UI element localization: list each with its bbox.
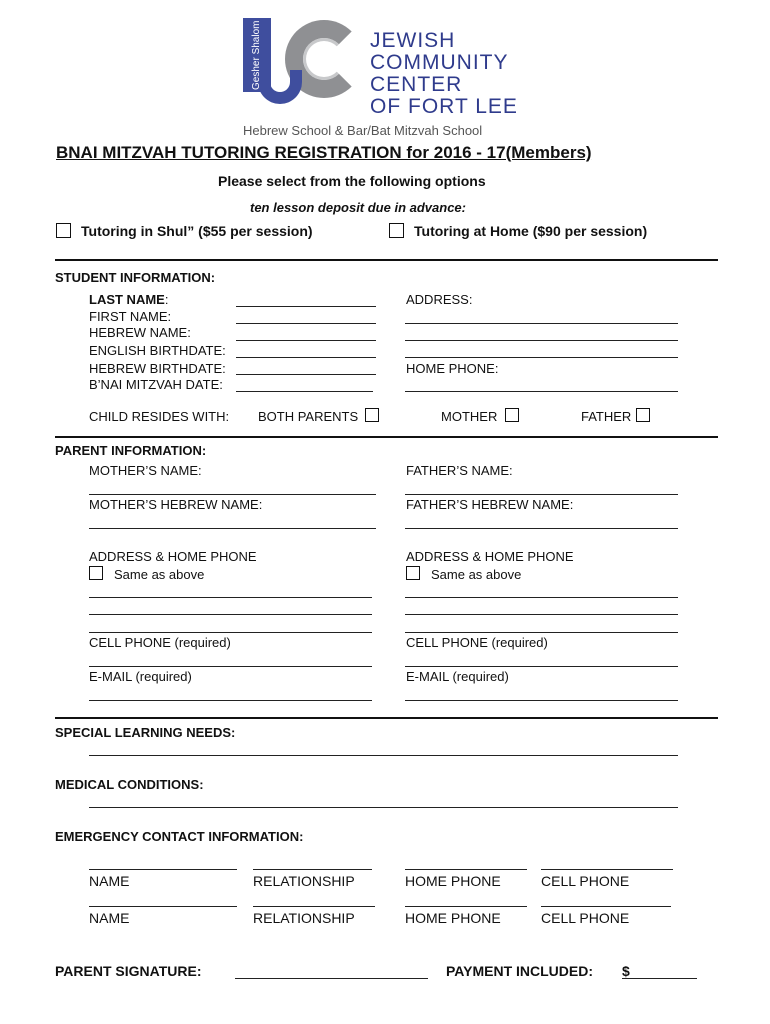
option-home-checkbox[interactable]	[389, 223, 404, 238]
first-name-label: FIRST NAME:	[89, 309, 172, 324]
mother-same-as-above-label: Same as above	[114, 567, 205, 582]
address-field-line-3[interactable]	[405, 357, 678, 358]
english-birthdate-label: ENGLISH BIRTHDATE:	[89, 343, 226, 358]
mother-same-as-above-checkbox[interactable]	[89, 566, 103, 580]
father-email-label: E-MAIL (required)	[406, 669, 509, 684]
emergency-name-field-1[interactable]	[89, 869, 237, 870]
emergency-name-label-2: NAME	[89, 910, 130, 926]
fathers-hebrew-name-field[interactable]	[405, 528, 678, 529]
mother-cell-phone-field[interactable]	[89, 666, 372, 667]
mother-address-field-2[interactable]	[89, 614, 372, 615]
logo-vertical-text: Gesher Shalom	[251, 20, 262, 90]
emergency-home-phone-field-2[interactable]	[405, 906, 527, 907]
payment-amount-field[interactable]	[622, 978, 697, 979]
parent-signature-label: PARENT SIGNATURE:	[55, 963, 202, 979]
father-same-as-above-checkbox[interactable]	[406, 566, 420, 580]
section-divider	[55, 717, 718, 719]
special-learning-needs-label: SPECIAL LEARNING NEEDS:	[55, 725, 236, 740]
home-phone-field[interactable]	[405, 391, 678, 392]
parent-signature-field[interactable]	[235, 978, 428, 979]
father-address-field-3[interactable]	[405, 632, 678, 633]
logo-line-2: COMMUNITY	[370, 51, 509, 74]
mother-address-field-3[interactable]	[89, 632, 372, 633]
emergency-cell-phone-field-1[interactable]	[541, 869, 673, 870]
option-shul-label: Tutoring in Shul” ($55 per session)	[81, 223, 313, 239]
mothers-hebrew-name-label: MOTHER’S HEBREW NAME:	[89, 497, 263, 512]
father-email-field[interactable]	[405, 700, 678, 701]
last-name-colon: :	[164, 292, 169, 307]
mother-label: MOTHER	[441, 409, 498, 424]
child-resides-label: CHILD RESIDES WITH:	[89, 409, 230, 424]
hebrew-name-field[interactable]	[236, 340, 376, 341]
payment-currency-symbol: $	[622, 963, 630, 979]
parent-info-heading: PARENT INFORMATION:	[55, 443, 207, 458]
instructions: Please select from the following options	[218, 173, 486, 189]
last-name-label-text: LAST NAME	[89, 292, 165, 307]
logo-line-3: CENTER	[370, 73, 463, 96]
mother-checkbox[interactable]	[505, 408, 519, 422]
special-learning-needs-field[interactable]	[89, 755, 678, 756]
father-address-label: ADDRESS & HOME PHONE	[406, 549, 574, 564]
mothers-hebrew-name-field[interactable]	[89, 528, 376, 529]
first-name-field[interactable]	[236, 323, 376, 324]
address-field-line-1[interactable]	[405, 323, 678, 324]
fathers-name-field[interactable]	[405, 494, 678, 495]
emergency-cell-phone-field-2[interactable]	[541, 906, 671, 907]
emergency-relationship-field-2[interactable]	[253, 906, 375, 907]
page-title: BNAI MITZVAH TUTORING REGISTRATION for 2016 - 17(Members)	[56, 143, 592, 162]
father-cell-phone-field[interactable]	[405, 666, 678, 667]
address-label: ADDRESS:	[406, 292, 473, 307]
mother-address-field-1[interactable]	[89, 597, 372, 598]
bnai-mitzvah-date-field[interactable]	[236, 391, 373, 392]
mothers-name-field[interactable]	[89, 494, 376, 495]
both-parents-label: BOTH PARENTS	[258, 409, 359, 424]
fathers-hebrew-name-label: FATHER’S HEBREW NAME:	[406, 497, 574, 512]
emergency-relationship-field-1[interactable]	[253, 869, 372, 870]
mother-address-label: ADDRESS & HOME PHONE	[89, 549, 257, 564]
medical-conditions-field[interactable]	[89, 807, 678, 808]
logo-c-accent	[303, 38, 345, 80]
emergency-home-phone-label-1: HOME PHONE	[405, 873, 501, 889]
father-cell-phone-label: CELL PHONE (required)	[406, 635, 548, 650]
both-parents-checkbox[interactable]	[365, 408, 379, 422]
payment-included-label: PAYMENT INCLUDED:	[446, 963, 594, 979]
home-phone-label: HOME PHONE:	[406, 361, 499, 376]
last-name-label	[89, 292, 168, 307]
mother-email-label: E-MAIL (required)	[89, 669, 192, 684]
logo-subtitle: Hebrew School & Bar/Bat Mitzvah School	[243, 123, 483, 138]
emergency-cell-phone-label-1: CELL PHONE	[541, 873, 630, 889]
option-home-label: Tutoring at Home ($90 per session)	[414, 223, 648, 239]
deposit-note: ten lesson deposit due in advance:	[250, 200, 466, 215]
mothers-name-label: MOTHER’S NAME:	[89, 463, 202, 478]
emergency-home-phone-label-2: HOME PHONE	[405, 910, 501, 926]
father-address-field-1[interactable]	[405, 597, 678, 598]
fathers-name-label: FATHER’S NAME:	[406, 463, 513, 478]
emergency-relationship-label-1: RELATIONSHIP	[253, 873, 355, 889]
mother-cell-phone-label: CELL PHONE (required)	[89, 635, 231, 650]
emergency-contact-heading: EMERGENCY CONTACT INFORMATION:	[55, 829, 304, 844]
emergency-name-label-1: NAME	[89, 873, 130, 889]
hebrew-birthdate-label: HEBREW BIRTHDATE:	[89, 361, 226, 376]
logo-line-4: OF FORT LEE	[370, 95, 518, 118]
medical-conditions-label: MEDICAL CONDITIONS:	[55, 777, 204, 792]
father-checkbox[interactable]	[636, 408, 650, 422]
hebrew-birthdate-field[interactable]	[236, 374, 376, 375]
section-divider	[55, 436, 718, 438]
mother-email-field[interactable]	[89, 700, 372, 701]
logo-line-1: JEWISH	[370, 29, 456, 52]
english-birthdate-field[interactable]	[236, 357, 376, 358]
address-field-line-2[interactable]	[405, 340, 678, 341]
hebrew-name-label: HEBREW NAME:	[89, 325, 191, 340]
student-info-heading: STUDENT INFORMATION:	[55, 270, 216, 285]
option-shul-checkbox[interactable]	[56, 223, 71, 238]
section-divider	[55, 259, 718, 261]
last-name-field[interactable]	[236, 306, 376, 307]
father-address-field-2[interactable]	[405, 614, 678, 615]
emergency-relationship-label-2: RELATIONSHIP	[253, 910, 355, 926]
bnai-mitzvah-date-label: B’NAI MITZVAH DATE:	[89, 377, 223, 392]
emergency-home-phone-field-1[interactable]	[405, 869, 527, 870]
father-same-as-above-label: Same as above	[431, 567, 522, 582]
emergency-name-field-2[interactable]	[89, 906, 237, 907]
father-label: FATHER	[581, 409, 632, 424]
emergency-cell-phone-label-2: CELL PHONE	[541, 910, 630, 926]
